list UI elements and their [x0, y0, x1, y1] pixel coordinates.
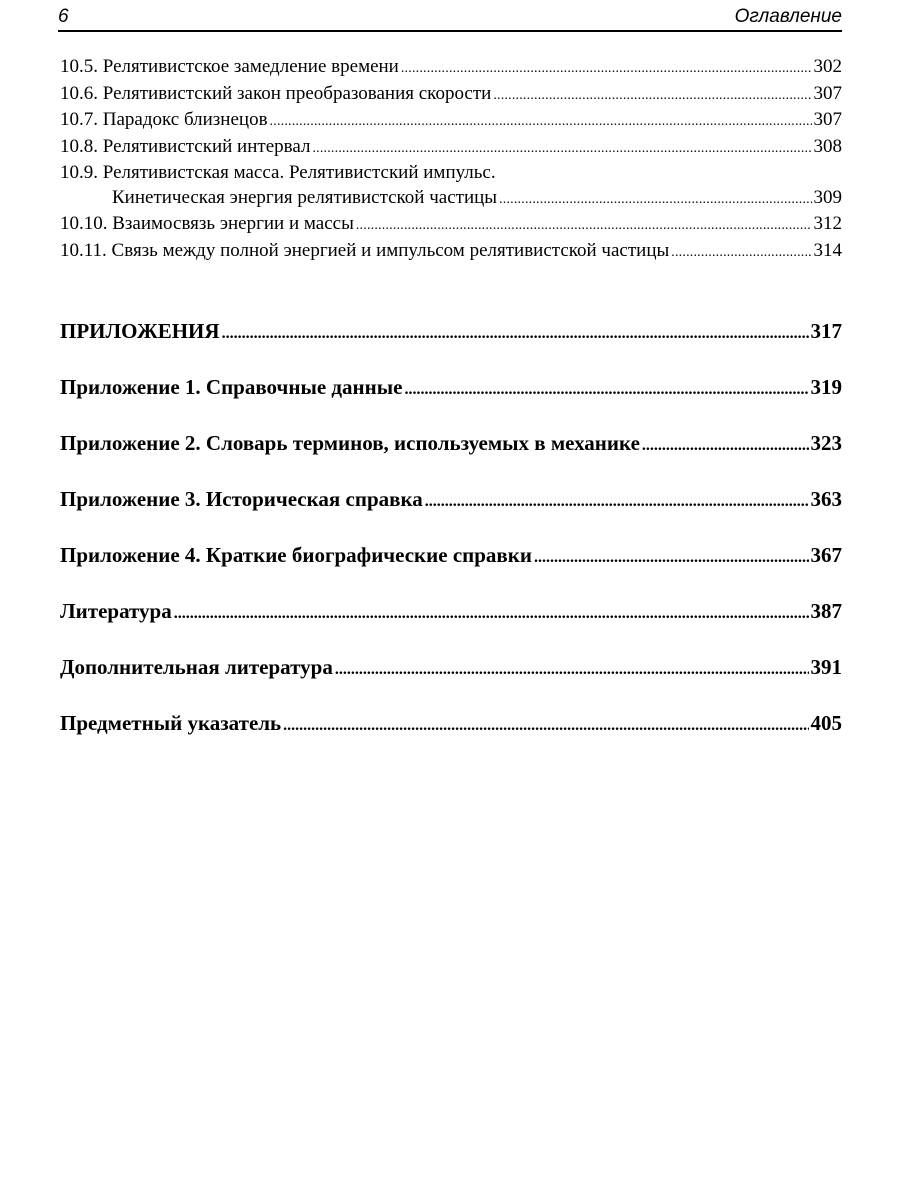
- toc-entry-10-9[interactable]: [60, 161, 842, 212]
- toc-entry-label: Предметный указатель: [60, 711, 282, 735]
- dot-leader: [534, 544, 809, 572]
- toc-entry-label: 10.8. Релятивистский интервал: [60, 135, 311, 157]
- toc-entry-appendix-1[interactable]: [60, 373, 842, 404]
- page-number: 6: [58, 6, 69, 27]
- toc-entry-page: 308: [813, 135, 842, 157]
- dot-leader: [425, 488, 809, 516]
- dot-leader: [312, 137, 811, 162]
- toc-entry-label: Приложение 2. Словарь терминов, используемых в механике: [60, 431, 640, 455]
- dot-leader: [270, 110, 812, 135]
- toc-entry-page: 391: [810, 655, 842, 679]
- toc-entry-appendices[interactable]: [60, 317, 842, 348]
- toc-entry-10-11[interactable]: [60, 239, 842, 266]
- dot-leader: [222, 320, 809, 348]
- toc-entry-page: 314: [813, 239, 842, 261]
- toc-entry-page: 317: [810, 319, 842, 343]
- page-header: [58, 4, 842, 32]
- toc-entry-label: 10.5. Релятивистское замедление времени: [60, 56, 399, 77]
- toc-entry-subject-index[interactable]: [60, 709, 842, 740]
- dot-leader: [335, 656, 809, 684]
- dot-leader: [356, 214, 812, 239]
- toc-entry-additional-literature[interactable]: [60, 653, 842, 684]
- dot-leader: [499, 188, 811, 213]
- toc-entry-page: 319: [810, 375, 842, 399]
- toc-entry-label: ПРИЛОЖЕНИЯ: [60, 319, 220, 343]
- toc-entry-appendix-4[interactable]: [60, 541, 842, 572]
- toc-entry-label: Приложение 3. Историческая справка: [60, 487, 423, 511]
- dot-leader: [283, 712, 808, 740]
- toc-entry-literature[interactable]: [60, 597, 842, 628]
- toc-entry-label: 10.10. Взаимосвязь энергии и массы: [60, 213, 354, 234]
- toc-entry-10-8[interactable]: [60, 135, 842, 162]
- toc-entry-label: 10.7. Парадокс близнецов: [60, 109, 268, 130]
- toc-entry-appendix-2[interactable]: [60, 429, 842, 460]
- toc-entry-page: 363: [810, 487, 842, 511]
- toc-entry-label-continued: Кинетическая энергия релятивистской частицы: [112, 186, 498, 208]
- dot-leader: [493, 84, 811, 109]
- toc-entry-line: [60, 186, 842, 213]
- toc-entry-page: 307: [813, 109, 842, 130]
- toc-entry-page: 323: [810, 431, 842, 455]
- toc-entry-label: 10.11. Связь между полной энергией и импульсом релятивистской частицы: [60, 239, 670, 261]
- toc-entry-page: 309: [813, 186, 842, 208]
- toc-entry-label: 10.9. Релятивистская масса. Релятивистский импульс.: [60, 162, 496, 183]
- dot-leader: [401, 57, 812, 82]
- toc-entry-label: Литература: [60, 599, 172, 623]
- toc-entry-page: 367: [810, 543, 842, 567]
- toc-entry-10-5[interactable]: [60, 55, 842, 82]
- toc-entry-10-10[interactable]: [60, 212, 842, 239]
- toc-entry-page: 312: [813, 213, 842, 234]
- dot-leader: [642, 432, 809, 460]
- table-of-contents: [60, 55, 842, 740]
- toc-entry-page: 387: [810, 599, 842, 623]
- dot-leader: [404, 376, 808, 404]
- toc-entry-label: Приложение 1. Справочные данные: [60, 375, 403, 399]
- toc-entry-label: 10.6. Релятивистский закон преобразования скорости: [60, 82, 492, 104]
- toc-entry-appendix-3[interactable]: [60, 485, 842, 516]
- toc-entry-page: 405: [810, 711, 842, 735]
- running-title: Оглавление: [734, 6, 842, 27]
- dot-leader: [174, 600, 809, 628]
- toc-entry-line: [60, 161, 842, 186]
- toc-entry-10-7[interactable]: [60, 108, 842, 135]
- toc-entry-10-6[interactable]: [60, 82, 842, 109]
- toc-entry-page: 307: [813, 82, 842, 104]
- toc-entry-page: 302: [813, 56, 842, 77]
- toc-entry-label: Дополнительная литература: [60, 655, 333, 679]
- toc-entry-label: Приложение 4. Краткие биографические справки: [60, 543, 532, 567]
- dot-leader: [671, 241, 811, 266]
